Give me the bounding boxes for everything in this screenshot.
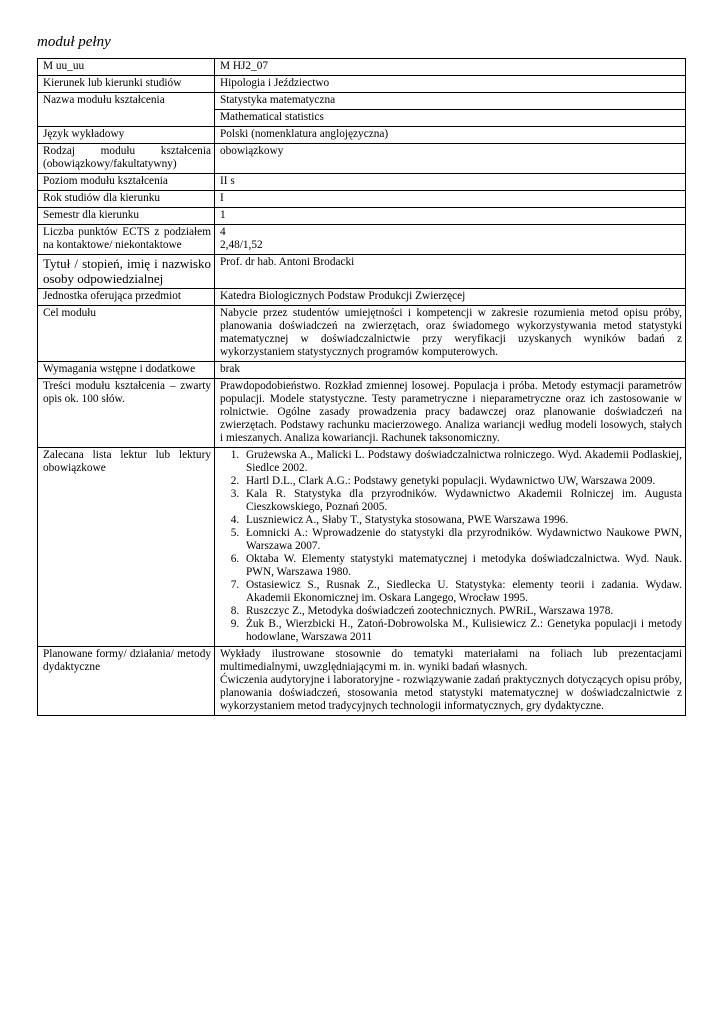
value-literature [215,448,686,647]
value-unit: Katedra Biologicznych Podstaw Produkcji Zwierzęcej [215,289,686,306]
label-ects: Liczba punktów ECTS z podziałem na kontaktowe/ niekontaktowe [38,225,215,255]
row-unit [38,289,686,306]
label-unit: Jednostka oferująca przedmiot [38,289,215,306]
ects-split: 2,48/1,52 [220,239,263,251]
label-name: Nazwa modułu kształcenia [38,93,215,127]
label-code: M uu_uu [38,59,215,76]
value-methods [215,647,686,716]
label-language: Język wykładowy [38,127,215,144]
row-semester [38,208,686,225]
value-semester: 1 [215,208,686,225]
label-goal: Cel modułu [38,306,215,362]
literature-item: 1. Grużewska A., Malicki L. Podstawy doświadczalnictwa rolniczego. Wyd. Akademii Podlaskiej, Siedlce 2002. [242,449,682,475]
value-content: Prawdopodobieństwo. Rozkład zmiennej losowej. Populacja i próba. Metody estymacji parametrów populacji. Modele statystyczne. Testy parametryczne i nieparametryczne oraz ich zastosowanie w rolnictwie. Ogólne zasady prowadzenia pracy badawczej oraz planowanie doświadczeń na zwierzętach. Podstawy rachunku macierzowego. Analiza wariancji według modeli losowych, stałych i mieszanych. Analiza kowariancji. Rachunek taksonomiczny. [215,379,686,448]
row-field [38,76,686,93]
row-year [38,191,686,208]
row-requirements [38,362,686,379]
label-semester: Semestr dla kierunku [38,208,215,225]
value-name-en: Mathematical statistics [215,110,686,127]
value-requirements: brak [215,362,686,379]
value-goal: Nabycie przez studentów umiejętności i kompetencji w zakresie rozumienia metod opisu próby, planowania doświadczeń na zwierzętach, oraz świadomego wykorzystywania metod statystyki matematycznej w doświadczalnictwie przy weryfikacji uzyskanych wyników badań z wykorzystaniem statystycznych programów komputerowych. [215,306,686,362]
literature-item: 8. Ruszczyc Z., Metodyka doświadczeń zootechnicznych. PWRiL, Warszawa 1978. [242,605,682,618]
value-person: Prof. dr hab. Antoni Brodacki [215,255,686,289]
literature-item: 2. Hartl D.L., Clark A.G.: Podstawy genetyki populacji. Wydawnictwo UW, Warszawa 2009. [242,475,682,488]
row-goal [38,306,686,362]
row-name-pl [38,93,686,110]
value-language: Polski (nomenklatura anglojęzyczna) [215,127,686,144]
row-content [38,379,686,448]
module-table [37,58,686,716]
value-code: M HJ2_07 [215,59,686,76]
literature-item: 7. Ostasiewicz S., Rusnak Z., Siedlecka U. Statystyka: elementy teorii i zadania. Wydaw. Akademii Ekonomicznej im. Oskara Langego, Wrocław 1995. [242,579,682,605]
label-field: Kierunek lub kierunki studiów [38,76,215,93]
value-name-pl: Statystyka matematyczna [215,93,686,110]
value-field: Hipologia i Jeździectwo [215,76,686,93]
label-person: Tytuł / stopień, imię i nazwisko osoby odpowiedzialnej [38,255,215,289]
label-literature: Zalecana lista lektur lub lektury obowiązkowe [38,448,215,647]
label-requirements: Wymagania wstępne i dodatkowe [38,362,215,379]
value-ects [215,225,686,255]
literature-item: 3. Kala R. Statystyka dla przyrodników. Wydawnictwo Akademii Rolniczej im. Augusta Cieszkowskiego, Poznań 2005. [242,488,682,514]
row-type [38,144,686,174]
literature-item: 4. Luszniewicz A., Słaby T., Statystyka stosowana, PWE Warszawa 1996. [242,514,682,527]
methods-exercises: Ćwiczenia audytoryjne i laboratoryjne - rozwiązywanie zadań praktycznych dotyczących opisu próby, planowania doświadczeń, stosowania metod statystyki matematycznej w doświadczalnictwie z wykorzystaniem metod tradycyjnych technologii informatycznych, gry dydaktyczne. [220,674,682,712]
label-type: Rodzaj modułu kształcenia (obowiązkowy/fakultatywny) [38,144,215,174]
literature-item: 9. Żuk B., Wierzbicki H., Zatoń-Dobrowolska M., Kulisiewicz Z.: Genetyka populacji i metody hodowlane, Warszawa 2011 [242,618,682,644]
value-level: II s [215,174,686,191]
row-ects [38,225,686,255]
value-type: obowiązkowy [215,144,686,174]
value-year: I [215,191,686,208]
row-literature [38,448,686,647]
label-methods: Planowane formy/ działania/ metody dydaktyczne [38,647,215,716]
row-methods [38,647,686,716]
label-content: Treści modułu kształcenia – zwarty opis ok. 100 słów. [38,379,215,448]
row-language [38,127,686,144]
row-person [38,255,686,289]
row-level [38,174,686,191]
literature-item: 6. Oktaba W. Elementy statystyki matematycznej i metodyka doświadczalnictwa. Wyd. Nauk. PWN, Warszawa 1980. [242,553,682,579]
literature-item: 5. Łomnicki A.: Wprowadzenie do statystyki dla przyrodników. Wydawnictwo Naukowe PWN, Warszawa 2007. [242,527,682,553]
ects-total: 4 [220,226,226,238]
methods-lectures: Wykłady ilustrowane stosownie do tematyki materiałami na foliach lub prezentacjami multimedialnymi, uwzględniającymi m. in. wyniki badań własnych. [220,648,682,673]
label-year: Rok studiów dla kierunku [38,191,215,208]
label-level: Poziom modułu kształcenia [38,174,215,191]
literature-list [220,449,682,644]
document-heading: moduł pełny [37,34,111,50]
row-code [38,59,686,76]
